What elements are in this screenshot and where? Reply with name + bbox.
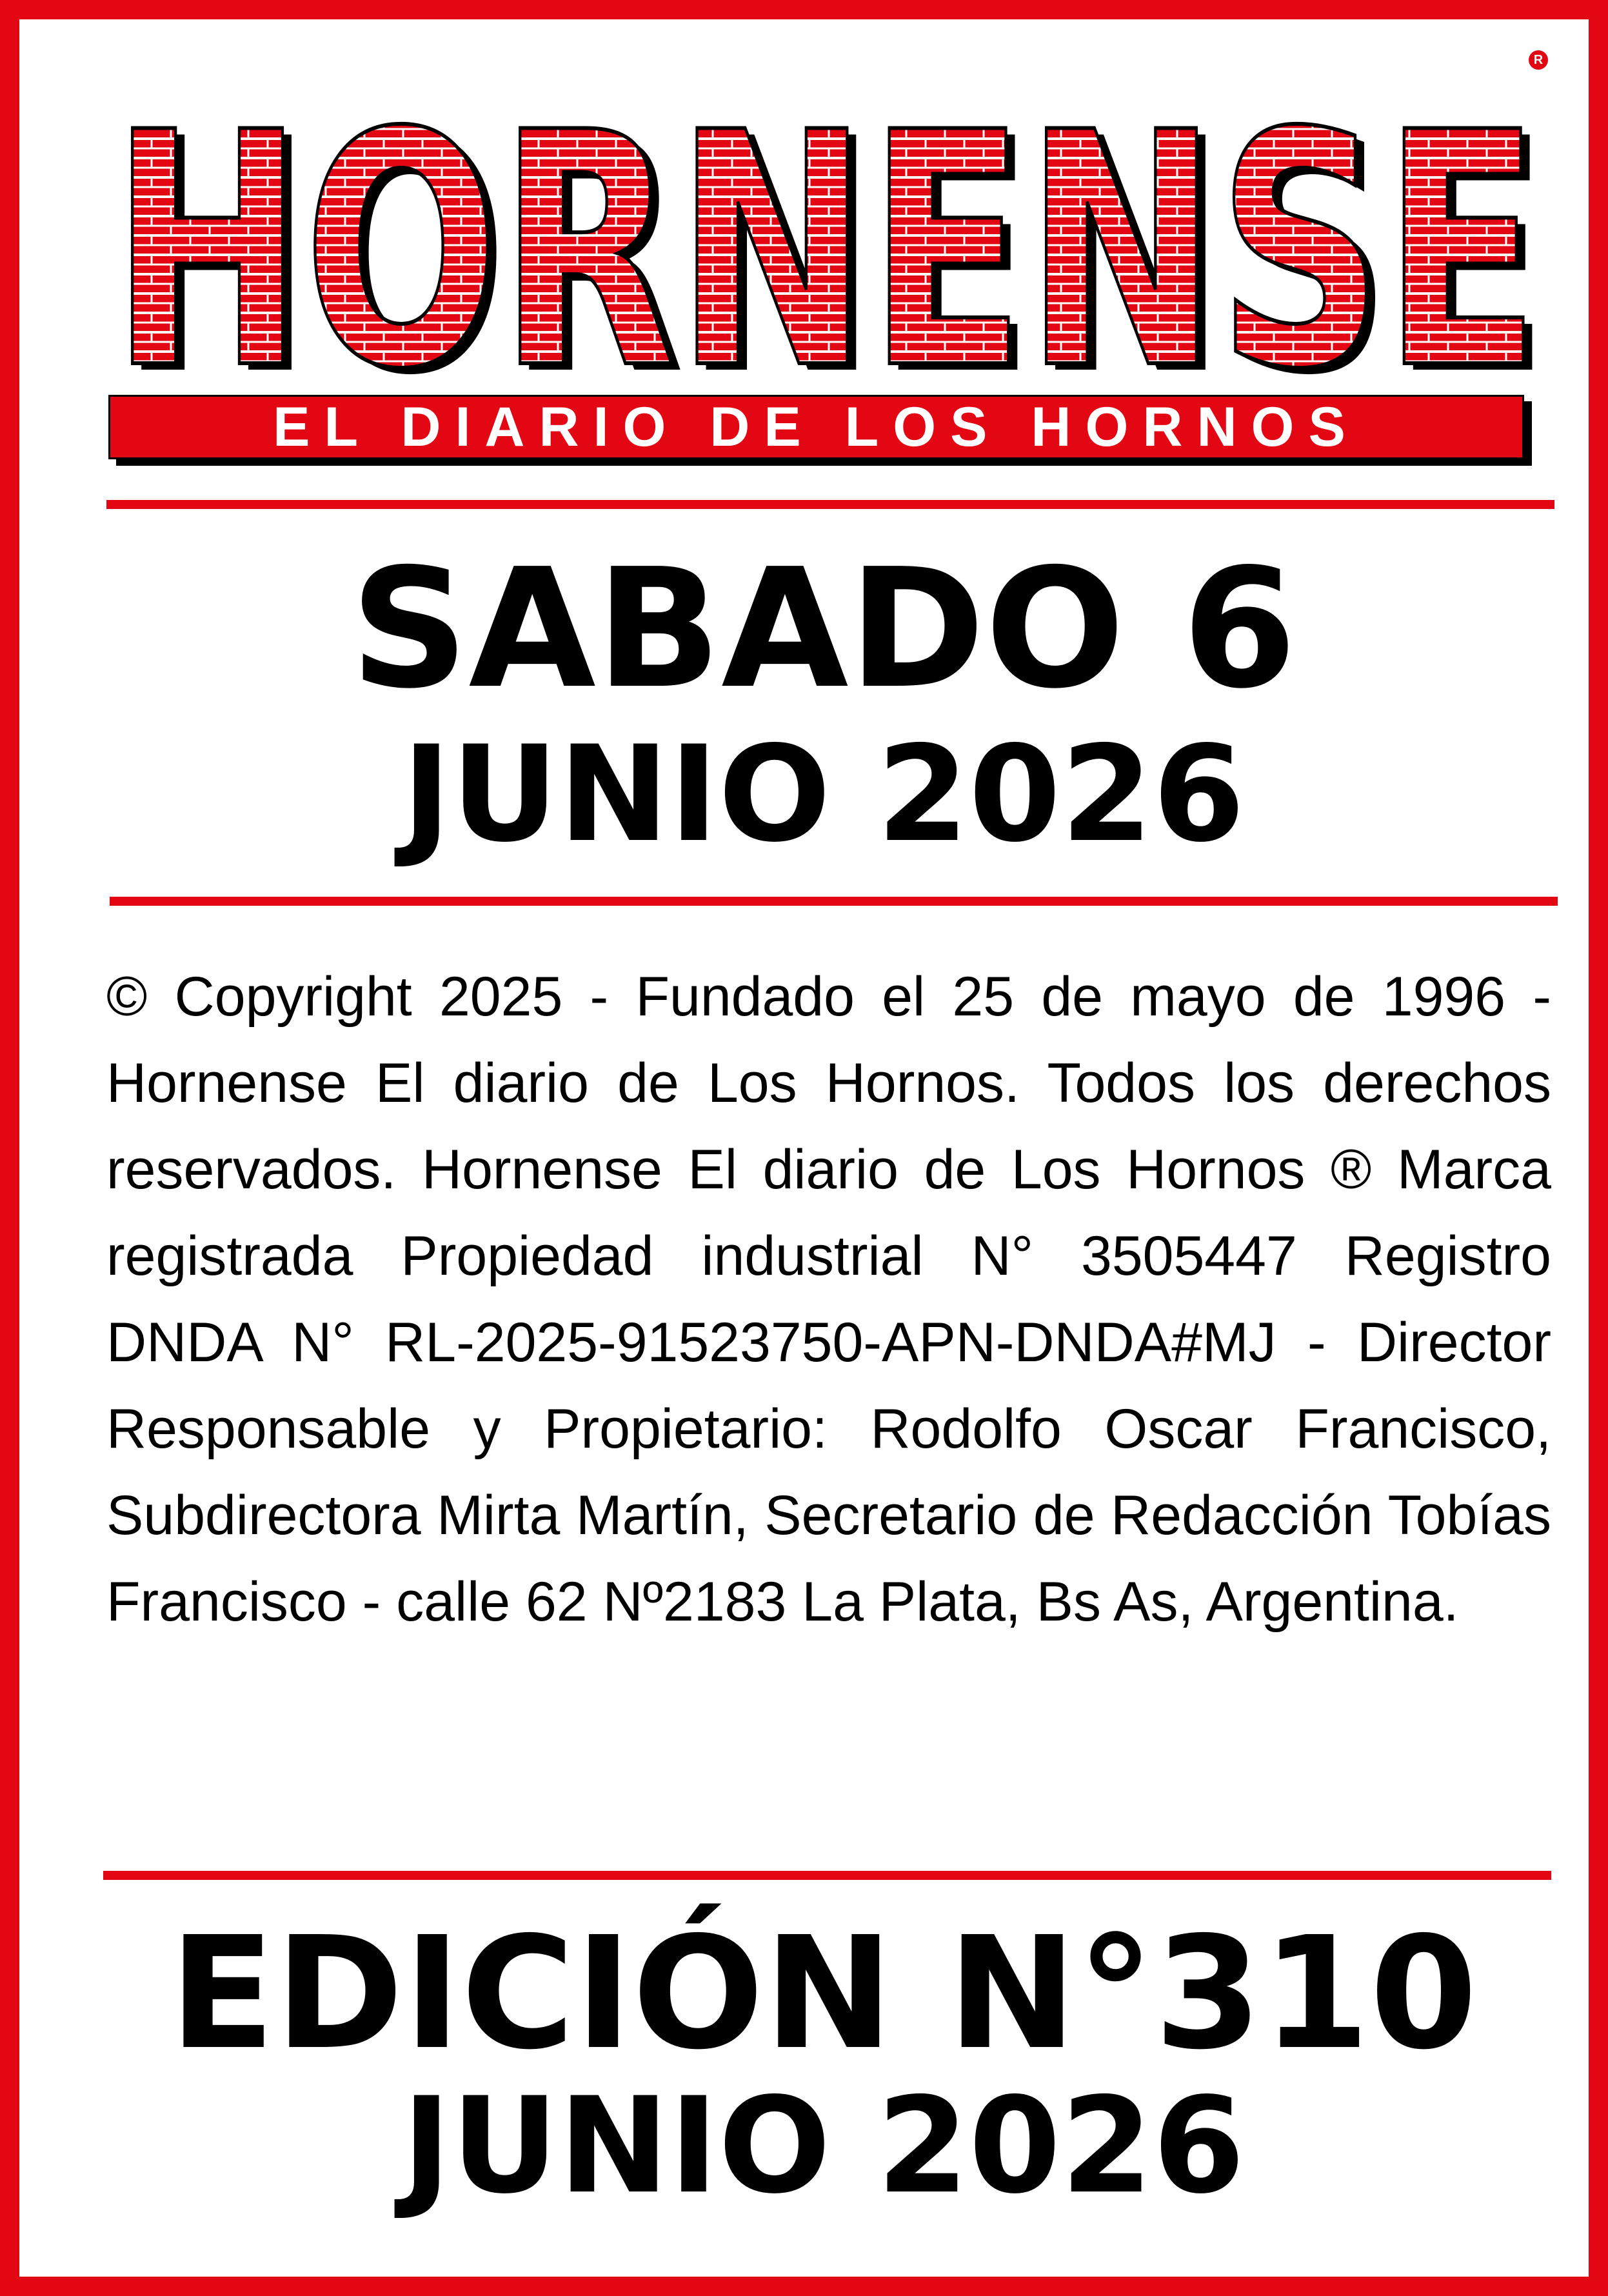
divider-bottom <box>103 1871 1551 1880</box>
copyright-notice: © Copyright 2025 - Fundado el 25 de mayo de 1996 - Hornense El diario de Los Hornos. Todos los derechos reservados. Hornense El diario de Los Hornos ® Marca registrada Propiedad industrial N° 3505447 Registro DNDA N° RL-2025-91523750-APN-DNDA#MJ - Director Responsable y Propietario: Rodolfo Oscar Francisco, Subdirectora Mirta Martín, Secretario de Redacción Tobías Francisco - calle 62 Nº2183 La Plata, Bs As, Argentina. <box>106 966 1551 1633</box>
logo-shadow: HORNENSE <box>120 81 1549 384</box>
masthead-logo <box>103 81 1551 384</box>
edition-number: EDICIÓN N°310 <box>169 1903 1478 2084</box>
issue-day: SABADO 6 <box>350 534 1297 725</box>
divider-top <box>106 500 1554 509</box>
edition-month-year: JUNIO 2026 <box>402 2070 1245 2223</box>
masthead-subtitle: EL DIARIO DE LOS HORNOS <box>273 395 1360 458</box>
masthead-subtitle-bar <box>108 395 1524 459</box>
issue-month-year: JUNIO 2026 <box>402 718 1245 872</box>
divider-middle <box>110 897 1558 906</box>
logo-wordmark: HORNENSE <box>111 81 1540 384</box>
registered-trademark-icon: R <box>1529 50 1548 70</box>
